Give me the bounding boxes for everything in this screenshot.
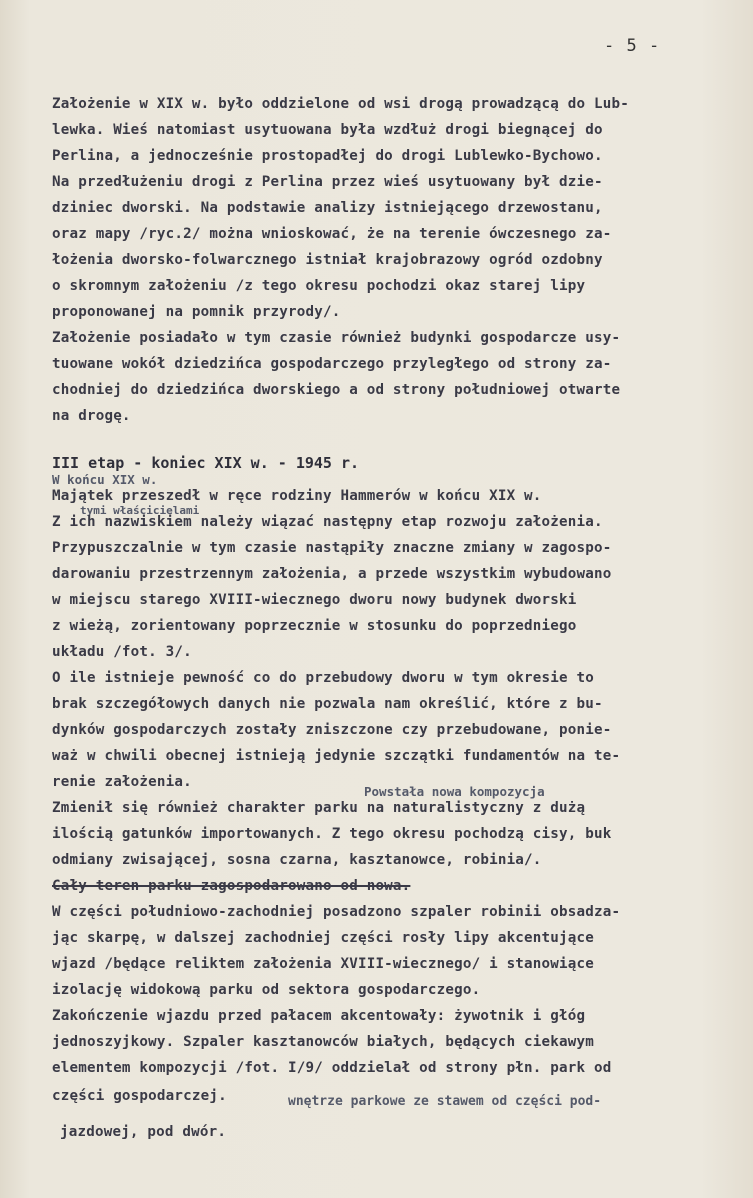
text-line: renie założenia. bbox=[52, 774, 192, 790]
text-line: dynków gospodarczych zostały zniszczone czy przebudowane, ponie- bbox=[52, 722, 612, 738]
text-line: ilością gatunków importowanych. Z tego okresu pochodzą cisy, buk bbox=[52, 826, 612, 842]
text-line: lewka. Wieś natomiast usytuowana była wzdłuż drogi biegnącej do bbox=[52, 122, 603, 138]
handwritten-note: wnętrze parkowe ze stawem od części pod- bbox=[288, 1094, 602, 1109]
text-line: Zakończenie wjazdu przed pałacem akcentowały: żywotnik i głóg bbox=[52, 1008, 586, 1024]
handwritten-note: tymi właścicielami bbox=[80, 504, 200, 517]
text-line: waż w chwili obecnej istnieją jedynie szczątki fundamentów na te- bbox=[52, 748, 621, 764]
handwritten-note: Powstała nowa kompozycja bbox=[364, 784, 545, 799]
text-line: Perlina, a jednocześnie prostopadłej do drogi Lublewko-Bychowo. bbox=[52, 148, 603, 164]
text-line: Z ich nazwiskiem należy wiązać następny etap rozwoju założenia. bbox=[52, 514, 603, 530]
section-heading: III etap - koniec XIX w. - 1945 r. bbox=[52, 454, 360, 472]
text-line: z wieżą, zorientowany poprzecznie w stosunku do poprzedniego bbox=[52, 618, 577, 634]
text-line: Zmienił się również charakter parku na naturalistyczny z dużą bbox=[52, 800, 586, 816]
text-line: darowaniu przestrzennym założenia, a przede wszystkim wybudowano bbox=[52, 566, 612, 582]
text-line: w miejscu starego XVIII-wiecznego dworu nowy budynek dworski bbox=[52, 592, 577, 608]
text-line: brak szczegółowych danych nie pozwala nam określić, które z bu- bbox=[52, 696, 603, 712]
page-number: - 5 - bbox=[604, 36, 661, 56]
text-line: dziniec dworski. Na podstawie analizy istniejącego drzewostanu, bbox=[52, 200, 603, 216]
text-line: W części południowo-zachodniej posadzono szpaler robinii obsadza- bbox=[52, 904, 621, 920]
text-line: tuowane wokół dziedzińca gospodarczego przyległego od strony za- bbox=[52, 356, 612, 372]
text-line: łożenia dworsko-folwarcznego istniał krajobrazowy ogród ozdobny bbox=[52, 252, 603, 268]
text-line: jazdowej, pod dwór. bbox=[60, 1124, 227, 1140]
text-line: Przypuszczalnie w tym czasie nastąpiły znaczne zmiany w zagospo- bbox=[52, 540, 612, 556]
text-line: Założenie posiadało w tym czasie również budynki gospodarcze usy- bbox=[52, 330, 621, 346]
text-line: chodniej do dziedzińca dworskiego a od strony południowej otwarte bbox=[52, 382, 621, 398]
text-line: proponowanej na pomnik przyrody/. bbox=[52, 304, 341, 320]
text-line: wjazd /będące reliktem założenia XVIII-wiecznego/ i stanowiące bbox=[52, 956, 594, 972]
text-line: oraz mapy /ryc.2/ można wnioskować, że na terenie ówczesnego za- bbox=[52, 226, 612, 242]
text-line: izolację widokową parku od sektora gospodarczego. bbox=[52, 982, 481, 998]
text-line: na drogę. bbox=[52, 408, 131, 424]
text-line: części gospodarczej. bbox=[52, 1088, 227, 1104]
text-line: jąc skarpę, w dalszej zachodniej części rosły lipy akcentujące bbox=[52, 930, 594, 946]
text-line: Majątek przeszedł w ręce rodziny Hammerów w końcu XIX w. bbox=[52, 488, 542, 504]
text-line: jednoszyjkowy. Szpaler kasztanowców białych, będących ciekawym bbox=[52, 1034, 594, 1050]
text-line: o skromnym założeniu /z tego okresu pochodzi okaz starej lipy bbox=[52, 278, 586, 294]
text-line: Na przedłużeniu drogi z Perlina przez wieś usytuowany był dzie- bbox=[52, 174, 603, 190]
text-line: odmiany zwisającej, sosna czarna, kasztanowce, robinia/. bbox=[52, 852, 542, 868]
text-line: O ile istnieje pewność co do przebudowy dworu w tym okresie to bbox=[52, 670, 594, 686]
text-line: układu /fot. 3/. bbox=[52, 644, 192, 660]
text-line: elementem kompozycji /fot. I/9/ oddzielał od strony płn. park od bbox=[52, 1060, 612, 1076]
struck-text-line: Cały teren parku zagospodarowano od nowa. bbox=[52, 878, 411, 894]
handwritten-note: W końcu XIX w. bbox=[52, 472, 158, 487]
text-line: Założenie w XIX w. było oddzielone od wsi drogą prowadzącą do Lub- bbox=[52, 96, 629, 112]
